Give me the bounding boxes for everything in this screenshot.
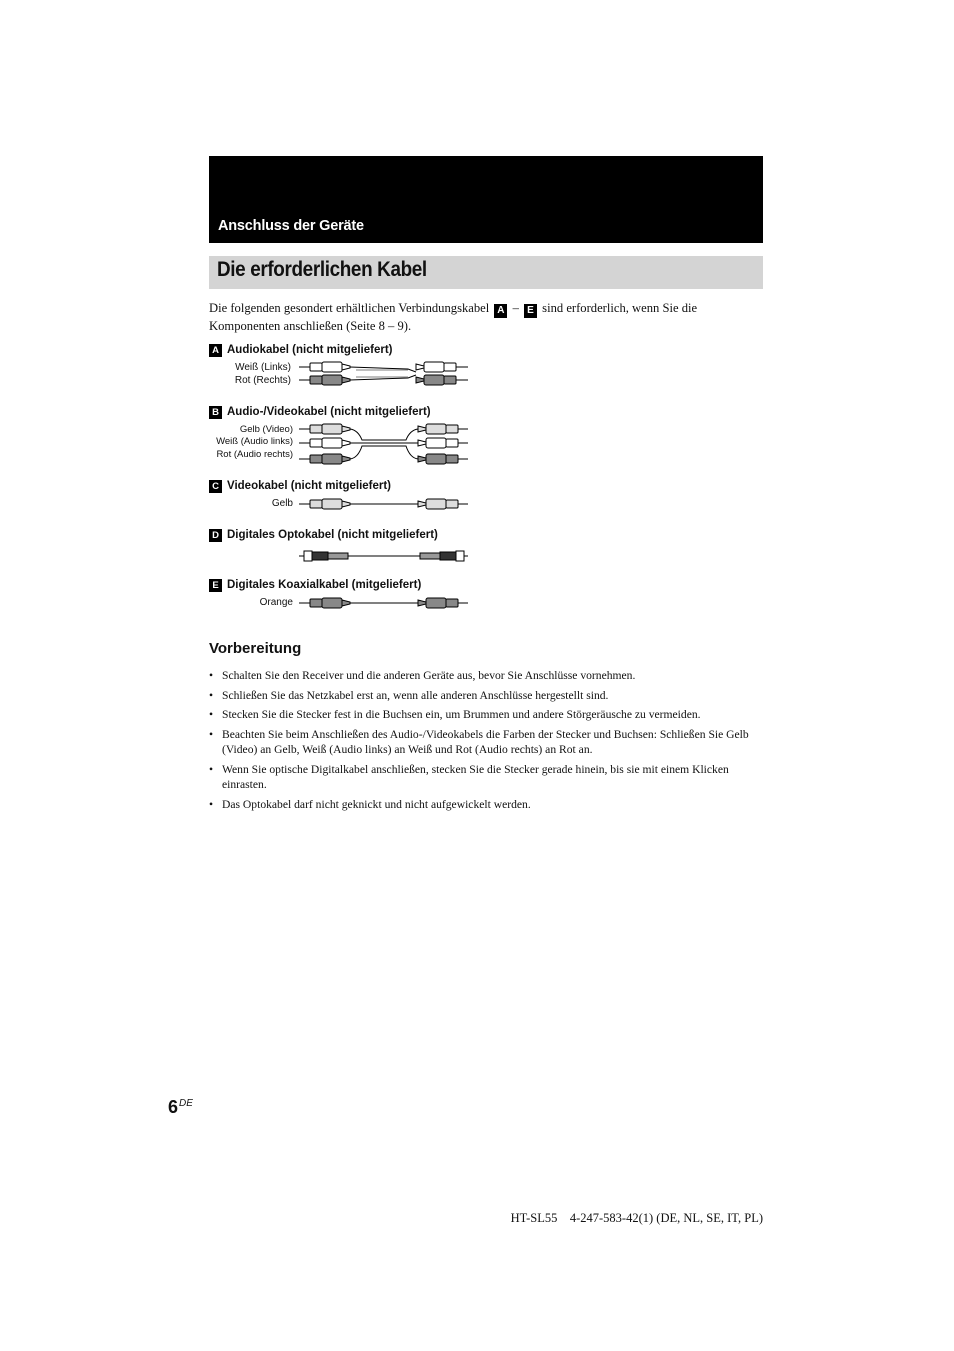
cable-b-heading (209, 406, 431, 419)
list-item: • Beachten Sie beim Anschließen des Audio-/Videokabels die Farben der Stecker und Buchsen: Schließen Sie Gelb (Video) an Gelb, Weiß (Audio links) an Weiß und Rot (Audio rechts) an Rot an. (209, 727, 769, 758)
footer-model-code: HT-SL55 4-247-583-42(1) (DE, NL, SE, IT, PL) (510, 1211, 763, 1225)
intro-paragraph (209, 300, 769, 335)
intro-text-before: Die folgenden gesondert erhältlichen Verbindungskabel (209, 301, 490, 315)
intro-text-after: sind erforderlich, wenn Sie die Komponenten anschließen (Seite 8 – 9). (209, 301, 698, 333)
cable-e-label-orange: Orange (259, 597, 293, 608)
cable-a-label-white: Weiß (Links) (235, 362, 291, 373)
page-number-value: 6 (168, 1097, 179, 1117)
list-item: • Wenn Sie optische Digitalkabel anschließen, stecken Sie die Stecker gerade hinein, bis sie mit einem Klicken einrasten. (209, 762, 769, 793)
cable-a-title: Audiokabel (nicht mitgeliefert) (227, 344, 393, 356)
page-title: Die erforderlichen Kabel (217, 258, 427, 281)
intro-dash: – (512, 301, 519, 315)
page-number-suffix: DE (179, 1098, 193, 1109)
cable-d-title: Digitales Optokabel (nicht mitgeliefert) (227, 529, 438, 541)
optical-cable-illustration (296, 549, 472, 563)
cable-b-label-yellow: Gelb (Video) (239, 424, 293, 435)
cable-c-label-yellow: Gelb (271, 498, 293, 509)
cable-a-heading (209, 344, 393, 357)
letter-badge-d: D (209, 529, 222, 542)
list-item: • Stecken Sie die Stecker fest in die Buchsen ein, um Brummen und andere Störgeräusche zu vermeiden. (209, 707, 769, 723)
cable-d-heading (209, 529, 438, 542)
letter-badge-c: C (209, 480, 222, 493)
section-title: Anschluss der Geräte (218, 218, 364, 234)
list-item: • Schließen Sie das Netzkabel erst an, wenn alle anderen Anschlüsse hergestellt sind. (209, 688, 769, 704)
video-cable-illustration (296, 496, 472, 512)
list-item: • Schalten Sie den Receiver und die anderen Geräte aus, bevor Sie Anschlüsse vornehmen. (209, 668, 769, 684)
cable-a-label-red: Rot (Rechts) (234, 375, 291, 386)
preparation-heading: Vorbereitung (209, 640, 302, 657)
page-number (168, 1097, 193, 1118)
coaxial-cable-illustration (296, 595, 472, 611)
letter-badge-e: E (524, 304, 537, 318)
av-cable-illustration (296, 422, 472, 468)
letter-badge-a: A (209, 344, 222, 357)
list-item: • Das Optokabel darf nicht geknickt und nicht aufgewickelt werden. (209, 797, 769, 813)
letter-badge-a: A (494, 304, 507, 318)
letter-badge-b: B (209, 406, 222, 419)
cable-e-title: Digitales Koaxialkabel (mitgeliefert) (227, 579, 422, 591)
letter-badge-e: E (209, 579, 222, 592)
preparation-list (209, 668, 769, 816)
cable-c-title: Videokabel (nicht mitgeliefert) (227, 480, 392, 492)
cable-b-label-red: Rot (Audio rechts) (216, 449, 293, 460)
cable-e-heading (209, 579, 421, 592)
cable-c-heading (209, 480, 391, 493)
audio-cable-illustration (296, 360, 472, 390)
cable-b-title: Audio-/Videokabel (nicht mitgeliefert) (227, 406, 431, 418)
cable-b-label-white: Weiß (Audio links) (216, 436, 293, 447)
